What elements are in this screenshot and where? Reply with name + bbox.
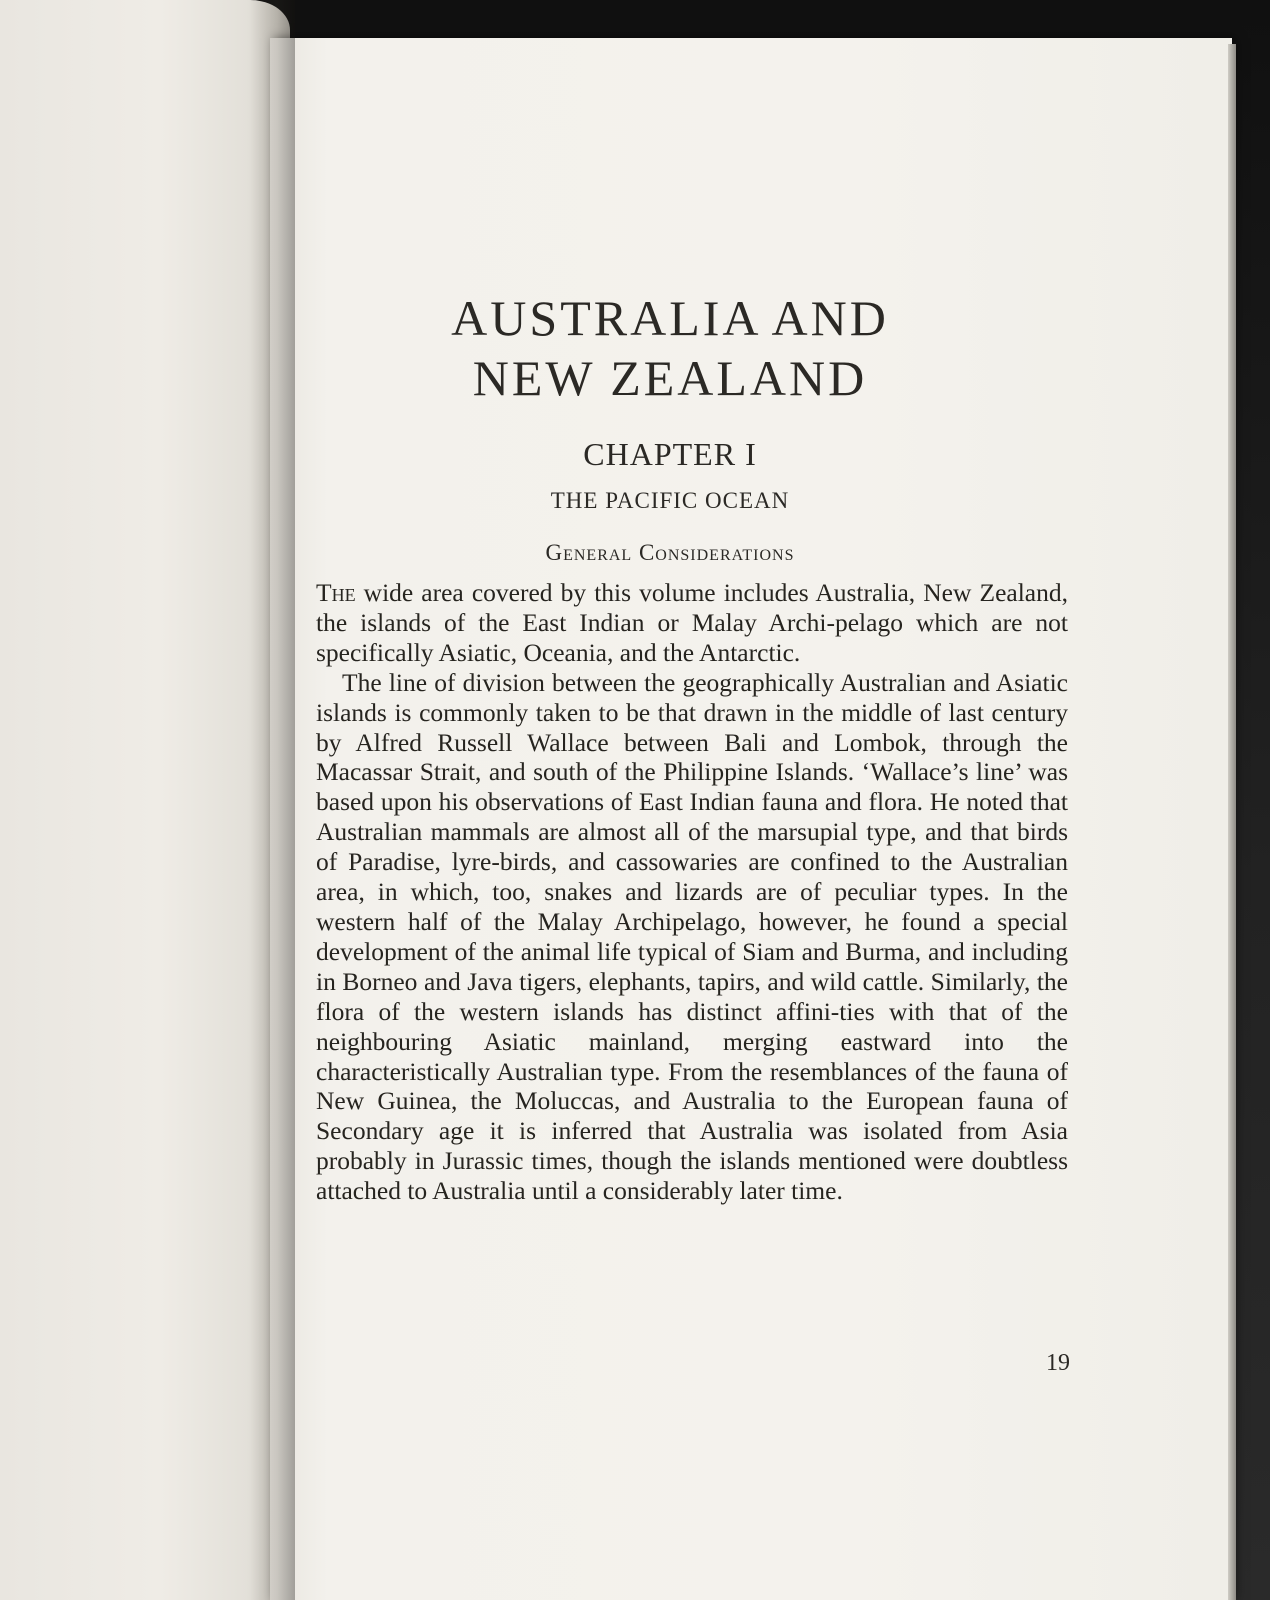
- book-title: [400, 288, 940, 408]
- book-gutter: [250, 0, 295, 1600]
- left-page: [0, 0, 290, 1600]
- page-number: 19: [1046, 1350, 1070, 1376]
- chapter-title: THE PACIFIC OCEAN: [550, 488, 790, 513]
- title-line-2: NEW ZEALAND: [472, 350, 868, 406]
- page-edge: [1228, 44, 1236, 1600]
- body-text: [316, 578, 1068, 1206]
- title-line-1: AUSTRALIA AND: [451, 290, 889, 346]
- chapter-heading: CHAPTER I: [583, 436, 757, 472]
- paragraph-1-text: wide area covered by this volume includes Australia, New Zealand, the islands of the East Indian or Malay Archi-pelago which are not specifically Asiatic, Oceania, and the Antarctic.: [316, 578, 1068, 667]
- opening-word: The: [316, 578, 356, 607]
- section-heading: General Considerations: [545, 540, 795, 565]
- paragraph-2: The line of division between the geographically Australian and Asiatic islands is commonly taken to be that drawn in the middle of last century by Alfred Russell Wallace between Bali and Lombok, through the Macassar Strait, and south of the Philippine Islands. ‘Wallace’s line’ was based upon his observations of East Indian fauna and flora. He noted that Australian mammals are almost all of the marsupial type, and that birds of Paradise, lyre-birds, and cassowaries are confined to the Australian area, in which, too, snakes and lizards are of peculiar types. In the western half of the Malay Archipelago, however, he found a special development of the animal life typical of Siam and Burma, and including in Borneo and Java tigers, elephants, tapirs, and wild cattle. Similarly, the flora of the western islands has distinct affini-ties with that of the neighbouring Asiatic mainland, merging eastward into the characteristically Australian type. From the resemblances of the fauna of New Guinea, the Moluccas, and Australia to the European fauna of Secondary age it is inferred that Australia was isolated from Asia probably in Jurassic times, though the islands mentioned were doubtless attached to Australia until a considerably later time.: [316, 667, 1068, 1206]
- paragraph-1: [316, 578, 1068, 668]
